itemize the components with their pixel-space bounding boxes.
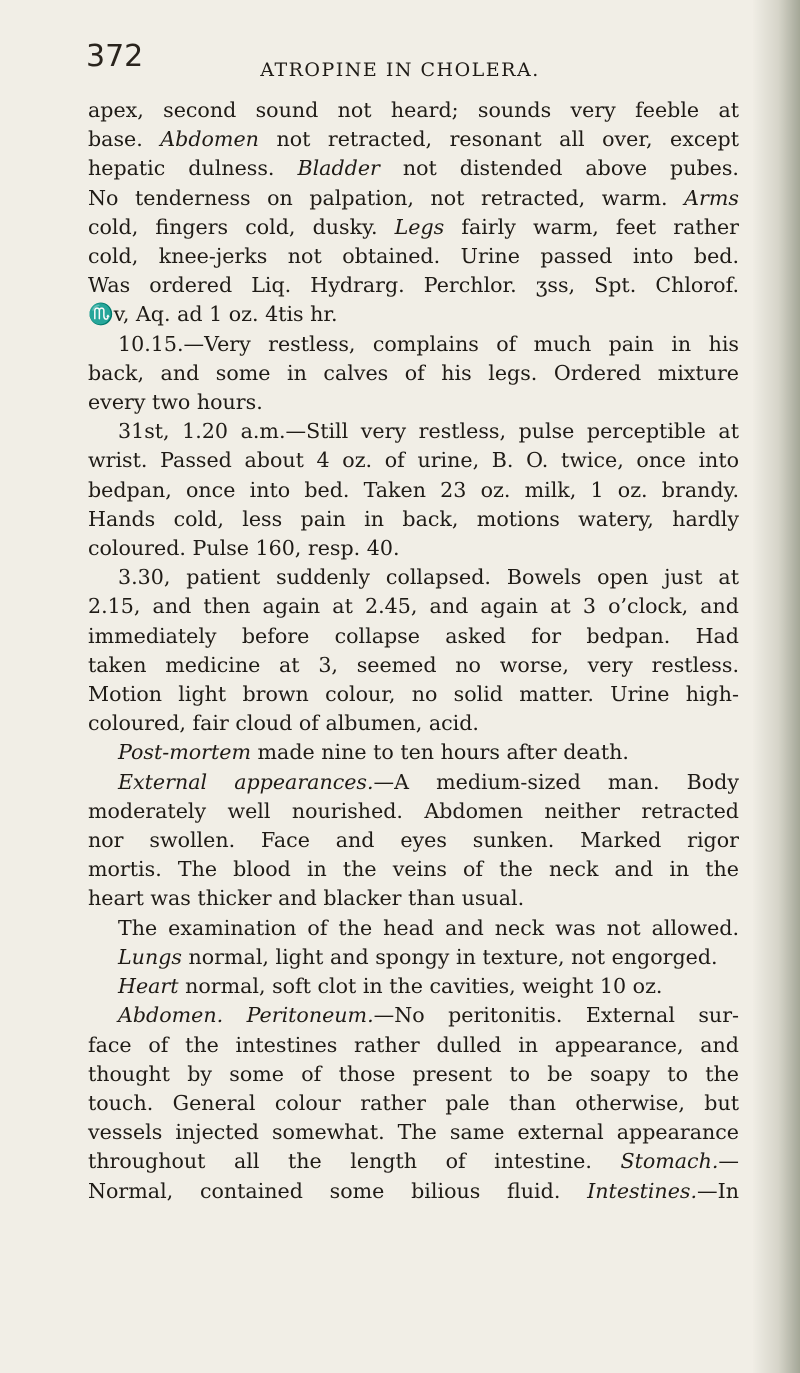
text-line: 2.15, and then again at 2.45, and again at 3 o’clock, and — [88, 594, 739, 619]
page-edge-shadow — [752, 0, 800, 1373]
text-run: hepatic dulness. — [88, 156, 298, 181]
text-line — [88, 972, 739, 1001]
text-run: —No peritonitis. External sur- — [373, 1003, 740, 1028]
text-line: apex, second sound not heard; sounds very feeble at — [88, 98, 739, 122]
text-line: 10.15.—Very restless, complains of much pain in his — [118, 331, 739, 356]
text-line: coloured, fair cloud of albumen, acid. — [88, 711, 479, 736]
text-line: 31st, 1.20 a.m.—Still very restless, pulse perceptible at — [118, 419, 739, 444]
italic-term: Post-mortem — [118, 740, 251, 765]
text-run: —A medium-sized man. Body — [373, 769, 739, 794]
italic-term: Legs — [394, 214, 445, 239]
text-line: cold, knee-jerks not obtained. Urine passed into bed. — [88, 244, 739, 269]
text-line — [88, 184, 739, 213]
text-run: Normal, contained some bilious fluid. — [88, 1178, 588, 1203]
running-head: ATROPINE IN CHOLERA. — [260, 59, 540, 81]
text-line: moderately well nourished. Abdomen neither retracted — [88, 798, 739, 823]
italic-term: Arms — [684, 185, 739, 210]
page-number: 372 — [86, 39, 144, 74]
text-line: vessels injected somewhat. The same external appearance — [88, 1120, 739, 1145]
text-line: heart was thicker and blacker than usual. — [88, 886, 525, 911]
text-line: mortis. The blood in the veins of the neck and in the — [88, 857, 739, 882]
text-run: made nine to ten hours after death. — [250, 740, 629, 765]
body-text — [88, 96, 739, 1206]
italic-term: Stomach. — [620, 1149, 719, 1174]
text-run: normal, light and spongy in texture, not engorged. — [181, 944, 718, 969]
text-line: wrist. Passed about 4 oz. of urine, B. O. twice, once into — [88, 448, 739, 473]
text-line: nor swollen. Face and eyes sunken. Marked rigor — [88, 828, 739, 853]
text-line: every two hours. — [88, 390, 263, 415]
text-line — [88, 738, 739, 767]
italic-term: Abdomen — [160, 127, 259, 152]
text-line — [88, 768, 739, 797]
text-line: immediately before collapse asked for bedpan. Had — [88, 623, 739, 648]
text-run: No tenderness on palpation, not retracted, warm. — [88, 185, 685, 210]
text-run: normal, soft clot in the cavities, weight 10 oz. — [178, 974, 663, 999]
italic-term: Abdomen. Peritoneum. — [118, 1003, 374, 1028]
text-line: 3.30, patient suddenly collapsed. Bowels open just at — [118, 565, 739, 590]
italic-term: Bladder — [297, 156, 380, 181]
text-line: taken medicine at 3, seemed no worse, very restless. — [88, 652, 739, 677]
text-run: fairly warm, feet rather — [444, 214, 739, 239]
text-line: The examination of the head and neck was not allowed. — [118, 915, 739, 940]
text-run: —In — [697, 1178, 739, 1203]
italic-term: Intestines. — [587, 1178, 697, 1203]
italic-term: Heart — [118, 974, 179, 999]
text-line — [88, 1177, 739, 1206]
text-line — [88, 154, 739, 183]
text-run: base. — [88, 127, 161, 152]
text-run: throughout all the length of intestine. — [88, 1149, 621, 1174]
text-line: coloured. Pulse 160, resp. 40. — [88, 536, 400, 561]
text-line: Was ordered Liq. Hydrarg. Perchlor. ʒss, Spt. Chlorof. — [88, 273, 739, 298]
text-line: face of the intestines rather dulled in appearance, and — [88, 1032, 739, 1057]
text-line: back, and some in calves of his legs. Ordered mixture — [88, 360, 739, 385]
text-line — [88, 1147, 739, 1176]
text-run: not retracted, resonant all over, except — [258, 127, 740, 152]
text-line — [88, 213, 739, 242]
text-line — [88, 1001, 739, 1030]
text-line: ♏v, Aq. ad 1 oz. 4tis hr. — [88, 302, 338, 327]
text-line: touch. General colour rather pale than otherwise, but — [88, 1090, 739, 1115]
text-run: — — [718, 1149, 739, 1174]
text-line: Hands cold, less pain in back, motions watery, hardly — [88, 506, 739, 531]
text-line — [88, 943, 739, 972]
italic-term: External appearances. — [118, 769, 374, 794]
text-line — [88, 125, 739, 154]
text-line: bedpan, once into bed. Taken 23 oz. milk, 1 oz. brandy. — [88, 477, 739, 502]
text-line: thought by some of those present to be soapy to the — [88, 1061, 739, 1086]
text-run: cold, fingers cold, dusky. — [88, 214, 395, 239]
italic-term: Lungs — [118, 944, 182, 969]
text-run: not distended above pubes. — [379, 156, 739, 181]
text-line: Motion light brown colour, no solid matter. Urine high- — [88, 682, 739, 707]
